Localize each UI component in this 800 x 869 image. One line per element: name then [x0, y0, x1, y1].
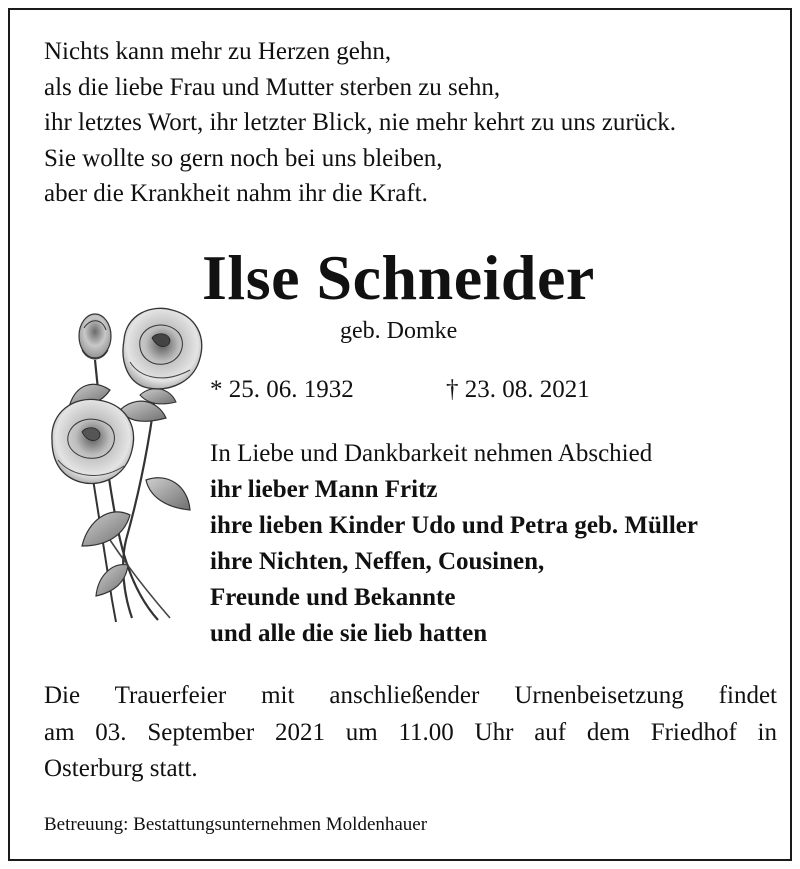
obituary-frame: [8, 8, 792, 861]
funeral-line: am 03. September 2021 um 11.00 Uhr auf dem Friedhof in: [44, 718, 777, 746]
maiden-name: geb. Domke: [340, 318, 458, 344]
funeral-notice: [44, 678, 777, 788]
mourner-line: und alle die sie lieb hatten: [210, 620, 488, 647]
death-date: † 23. 08. 2021: [446, 376, 590, 403]
poem-line: Sie wollte so gern noch bei uns bleiben,: [44, 144, 443, 172]
deceased-name: Ilse Schneider: [202, 242, 595, 313]
birth-date: * 25. 06. 1932: [210, 376, 354, 403]
mourners: [210, 436, 698, 652]
poem-line: Nichts kann mehr zu Herzen gehn,: [44, 38, 392, 65]
mourner-line: ihr lieber Mann Fritz: [210, 476, 438, 503]
funeral-line: Die Trauerfeier mit anschließender Urnenbeisetzung findet: [44, 682, 777, 709]
mourners-intro: In Liebe und Dankbarkeit nehmen Abschied: [210, 440, 653, 467]
mourner-line: ihre Nichten, Neffen, Cousinen,: [210, 548, 545, 575]
roses-icon: [40, 300, 210, 630]
poem-line: ihr letztes Wort, ihr letzter Blick, nie mehr kehrt zu uns zurück.: [44, 109, 677, 136]
mourner-line: ihre lieben Kinder Udo und Petra geb. Müller: [210, 512, 698, 539]
poem-line: als die liebe Frau und Mutter sterben zu sehn,: [44, 73, 501, 101]
funeral-home-credit: Betreuung: Bestattungsunternehmen Moldenhauer: [44, 814, 428, 835]
mourner-line: Freunde und Bekannte: [210, 584, 456, 611]
poem-line: aber die Krankheit nahm ihr die Kraft.: [44, 180, 428, 207]
funeral-line: Osterburg statt.: [44, 755, 198, 782]
poem: [44, 34, 676, 212]
